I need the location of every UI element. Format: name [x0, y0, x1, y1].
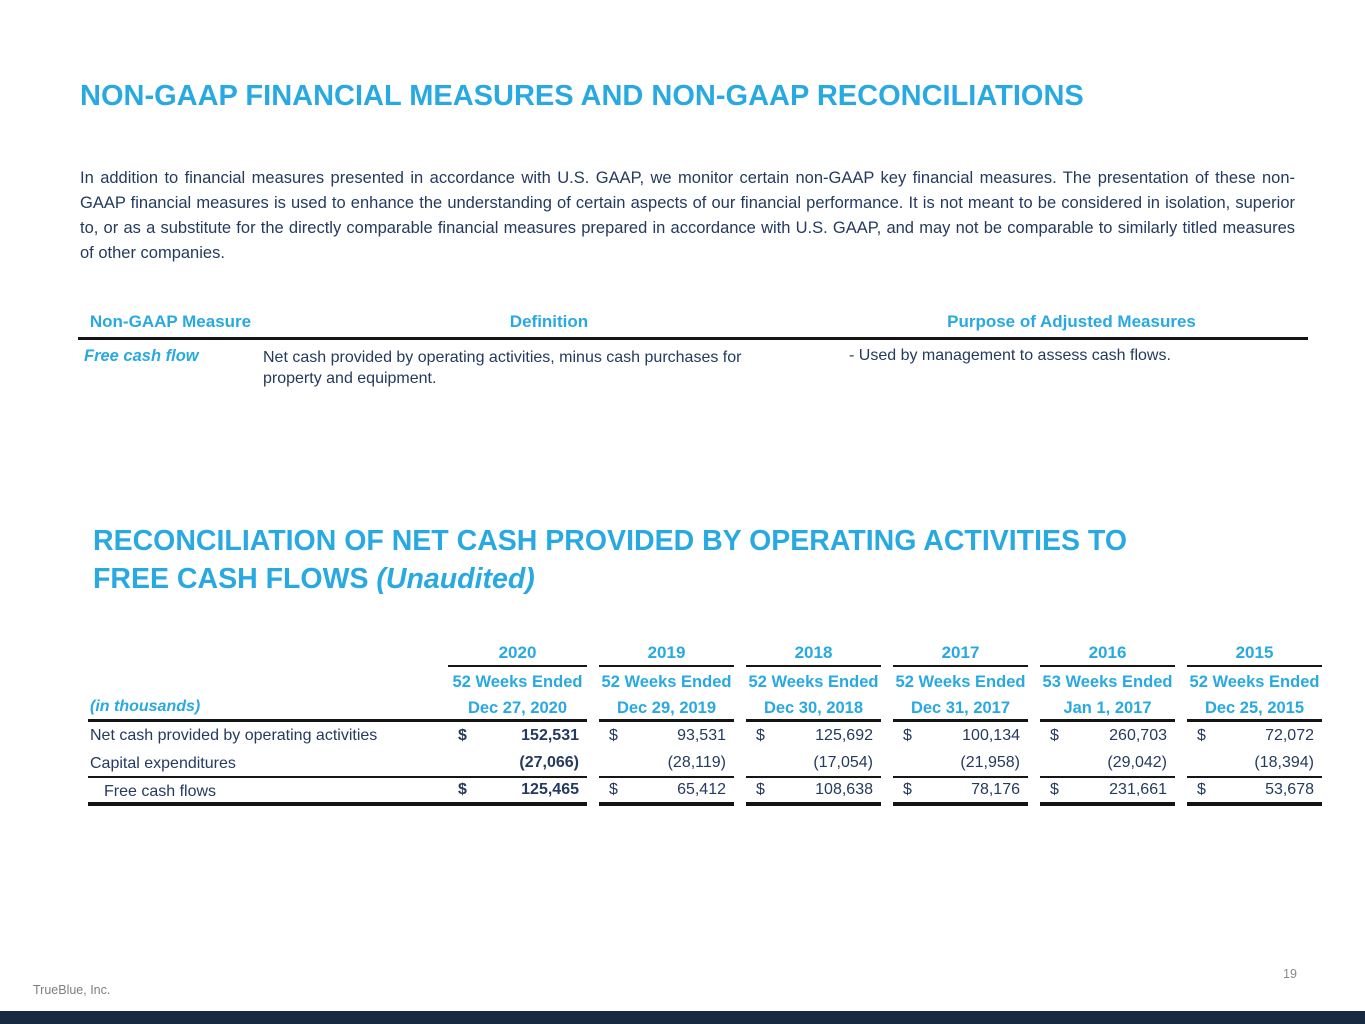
- row-free-cash-flows: [88, 778, 1322, 806]
- year-2018: 2018: [746, 643, 881, 667]
- dollar-sign: $: [903, 727, 912, 744]
- year-2017: 2017: [893, 643, 1028, 667]
- intro-paragraph: In addition to financial measures presented in accordance with U.S. GAAP, we monitor certain non-GAAP key financial measures. The presentation of these non-GAAP financial measures is used to enhance the understanding of certain aspects of our financial performance. It is not meant to be considered in isolation, superior to, or as a substitute for the directly comparable financial measures prepared in accordance with U.S. GAAP, and may not be comparable to similarly titled measures of other companies.: [80, 169, 1295, 262]
- date-2015: Dec 25, 2015: [1187, 694, 1322, 722]
- dollar-sign: $: [458, 781, 467, 798]
- cell-value: (29,042): [1107, 754, 1167, 771]
- measures-table-header: [78, 312, 1308, 340]
- measure-name: Free cash flow: [84, 347, 199, 365]
- row-fcf-label: Free cash flows: [88, 778, 448, 806]
- fcf-2017: [893, 778, 1028, 806]
- capex-2020: [448, 750, 587, 778]
- weeks-2018: 52 Weeks Ended: [748, 673, 879, 691]
- weeks-header-row: [88, 667, 1322, 694]
- capex-2017: [893, 750, 1028, 778]
- fcf-2019: [599, 778, 734, 806]
- header-purpose: Purpose of Adjusted Measures: [947, 312, 1196, 331]
- units-label: (in thousands): [88, 694, 448, 722]
- fcf-2015: [1187, 778, 1322, 806]
- weeks-2017: 52 Weeks Ended: [895, 673, 1026, 691]
- net-cash-2019: [599, 722, 734, 750]
- year-2020: 2020: [448, 643, 587, 667]
- measure-definition: Net cash provided by operating activities, minus cash purchases for property and equipment.: [263, 349, 742, 387]
- dollar-sign: $: [756, 781, 765, 798]
- row-capital-expenditures: [88, 750, 1322, 778]
- net-cash-2018: [746, 722, 881, 750]
- measures-table: [78, 312, 1308, 389]
- capex-2018: [746, 750, 881, 778]
- reconciliation-heading-line2: FREE CASH FLOWS: [93, 563, 377, 595]
- year-2016: 2016: [1040, 643, 1175, 667]
- dollar-sign: $: [458, 727, 467, 744]
- fcf-2020: [448, 778, 587, 806]
- date-2019: Dec 29, 2019: [599, 694, 734, 722]
- reconciliation-table: [88, 643, 1322, 806]
- dollar-sign: $: [1197, 727, 1206, 744]
- reconciliation-heading: [93, 522, 1253, 598]
- reconciliation-heading-line1: RECONCILIATION OF NET CASH PROVIDED BY OPERATING ACTIVITIES TO: [93, 525, 1127, 557]
- measure-purpose: - Used by management to assess cash flows.: [849, 347, 1171, 364]
- year-header-row: [88, 643, 1322, 667]
- cell-value: 93,531: [677, 727, 726, 744]
- cell-value: (27,066): [519, 754, 579, 771]
- dollar-sign: $: [609, 781, 618, 798]
- reconciliation-heading-unaudited: (Unaudited): [376, 563, 535, 595]
- date-2018: Dec 30, 2018: [746, 694, 881, 722]
- cell-value: (17,054): [813, 754, 873, 771]
- dollar-sign: $: [1197, 781, 1206, 798]
- net-cash-2016: [1040, 722, 1175, 750]
- weeks-2019: 52 Weeks Ended: [601, 673, 732, 691]
- capex-2015: [1187, 750, 1322, 778]
- row-net-cash-label: Net cash provided by operating activities: [90, 727, 378, 744]
- weeks-header-spacer: [88, 667, 448, 694]
- header-measure: Non-GAAP Measure: [89, 312, 252, 331]
- bottom-accent-bar: [0, 1011, 1365, 1024]
- dollar-sign: $: [903, 781, 912, 798]
- page-number: 19: [1283, 967, 1297, 981]
- footer-company-name: TrueBlue, Inc.: [33, 983, 111, 997]
- date-header-row: [88, 694, 1322, 722]
- capex-2016: [1040, 750, 1175, 778]
- slide-title: NON-GAAP FINANCIAL MEASURES AND NON-GAAP RECONCILIATIONS: [80, 80, 1084, 112]
- net-cash-2020: [448, 722, 587, 750]
- row-net-cash: [88, 722, 1322, 750]
- cell-value: 152,531: [521, 727, 579, 744]
- cell-value: (21,958): [960, 754, 1020, 771]
- dollar-sign: $: [756, 727, 765, 744]
- cell-value: (28,119): [667, 754, 726, 771]
- fcf-2018: [746, 778, 881, 806]
- weeks-2015: 52 Weeks Ended: [1189, 673, 1320, 691]
- cell-value: (18,394): [1254, 754, 1314, 771]
- cell-value: 78,176: [971, 781, 1020, 798]
- dollar-sign: $: [1050, 781, 1059, 798]
- weeks-2020: 52 Weeks Ended: [452, 673, 583, 691]
- date-2020: Dec 27, 2020: [448, 694, 587, 722]
- cell-value: 231,661: [1109, 781, 1167, 798]
- net-cash-2017: [893, 722, 1028, 750]
- weeks-2016: 53 Weeks Ended: [1042, 673, 1173, 691]
- cell-value: 125,692: [815, 727, 873, 744]
- cell-value: 72,072: [1265, 727, 1314, 744]
- cell-value: 125,465: [521, 781, 579, 798]
- header-definition: Definition: [509, 312, 589, 331]
- capex-2019: [599, 750, 734, 778]
- cell-value: 100,134: [962, 727, 1020, 744]
- cell-value: 53,678: [1265, 781, 1314, 798]
- year-header-spacer: [88, 643, 448, 667]
- year-2015: 2015: [1187, 643, 1322, 667]
- date-2016: Jan 1, 2017: [1040, 694, 1175, 722]
- cell-value: 65,412: [677, 781, 726, 798]
- cell-value: 108,638: [815, 781, 873, 798]
- dollar-sign: $: [609, 727, 618, 744]
- measures-table-row: [78, 340, 1308, 389]
- fcf-2016: [1040, 778, 1175, 806]
- cell-value: 260,703: [1109, 727, 1167, 744]
- row-capex-label: Capital expenditures: [88, 750, 448, 778]
- dollar-sign: $: [1050, 727, 1059, 744]
- net-cash-2015: [1187, 722, 1322, 750]
- date-2017: Dec 31, 2017: [893, 694, 1028, 722]
- year-2019: 2019: [599, 643, 734, 667]
